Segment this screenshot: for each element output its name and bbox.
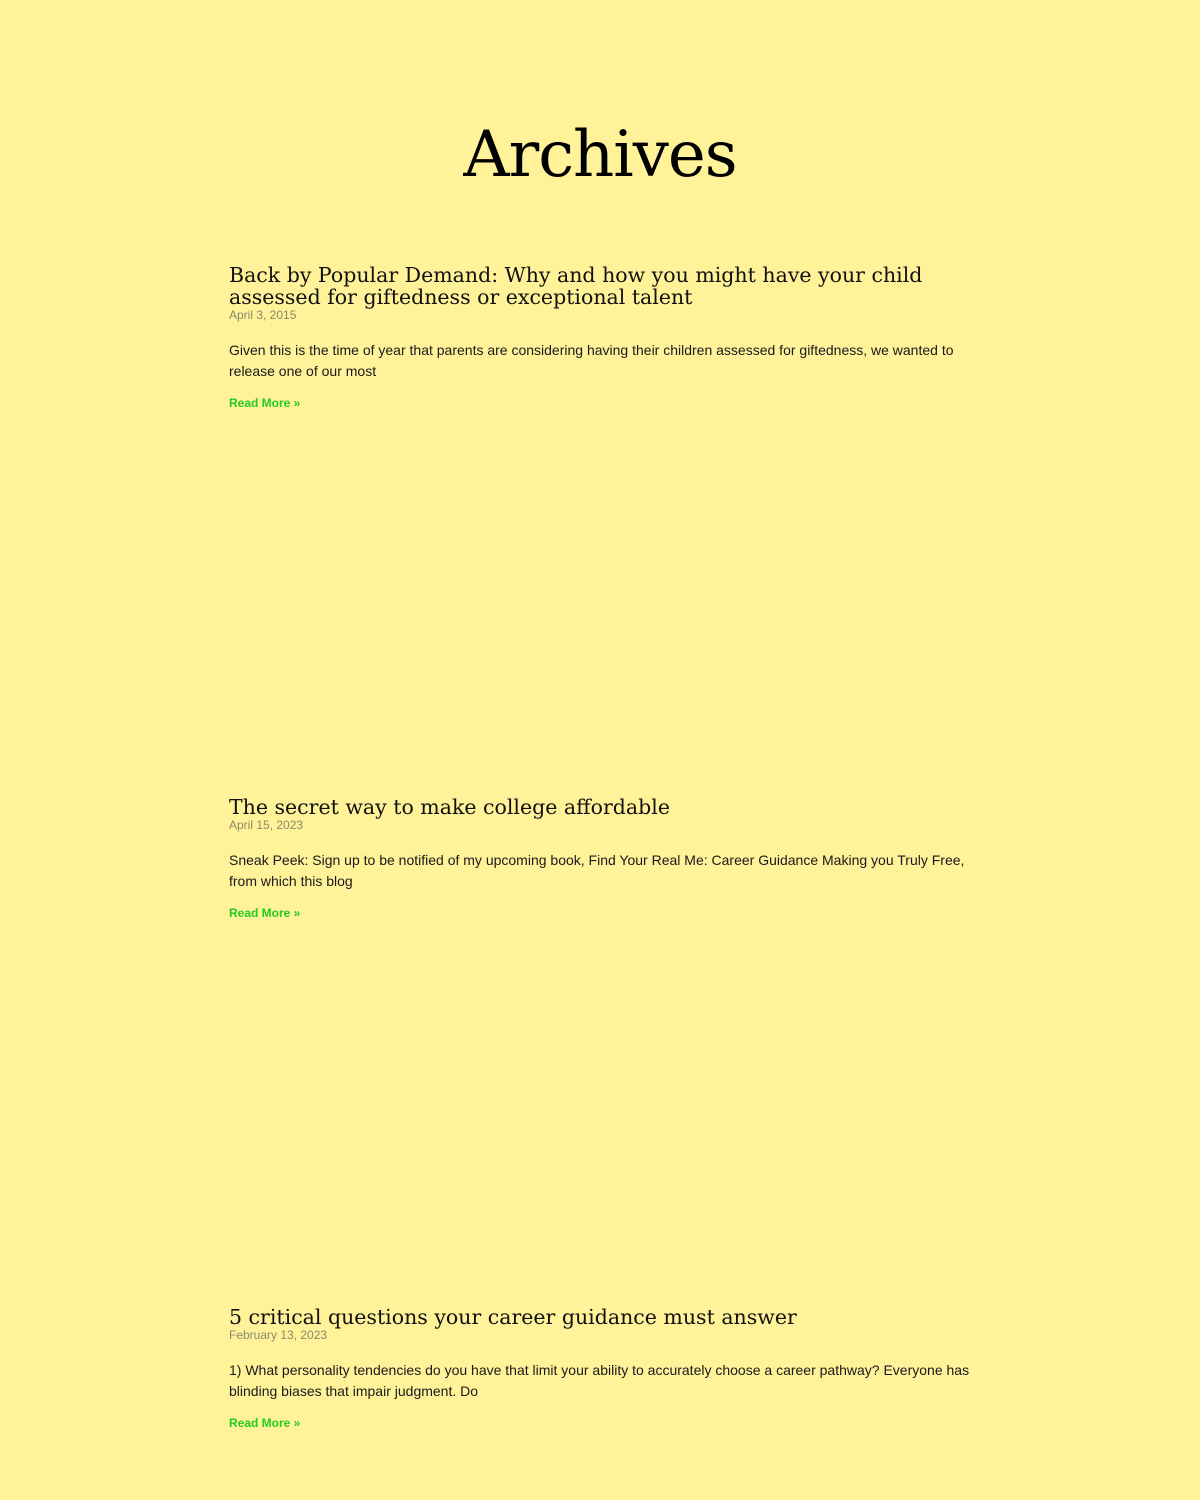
post-excerpt: Given this is the time of year that parents are considering having their children assessed for giftedness, we wanted to release one of our most (229, 342, 954, 379)
post-excerpt: 1) What personality tendencies do you have that limit your ability to accurately choose a career pathway? Everyone has blinding biases that impair judgment. Do (229, 1362, 970, 1399)
post-item (229, 796, 974, 922)
read-more-link[interactable]: Read More » (229, 906, 301, 920)
post-title-link[interactable]: 5 critical questions your career guidance must answer (229, 1305, 797, 1329)
post-date: February 13, 2023 (229, 1328, 328, 1342)
read-more-link[interactable]: Read More » (229, 1416, 301, 1430)
post-title-link[interactable]: Back by Popular Demand: Why and how you might have your child assessed for giftedness or exceptional talent (229, 263, 923, 309)
read-more-link[interactable]: Read More » (229, 396, 301, 410)
post-date: April 15, 2023 (229, 818, 304, 832)
post-item (229, 1306, 974, 1432)
post-title-link[interactable]: The secret way to make college affordable (229, 795, 670, 819)
post-excerpt: Sneak Peek: Sign up to be notified of my upcoming book, Find Your Real Me: Career Guidance Making you Truly Free, from which this blog (229, 852, 965, 889)
post-item (229, 264, 974, 412)
page-title: Archives (463, 118, 737, 192)
post-date: April 3, 2015 (229, 308, 297, 322)
